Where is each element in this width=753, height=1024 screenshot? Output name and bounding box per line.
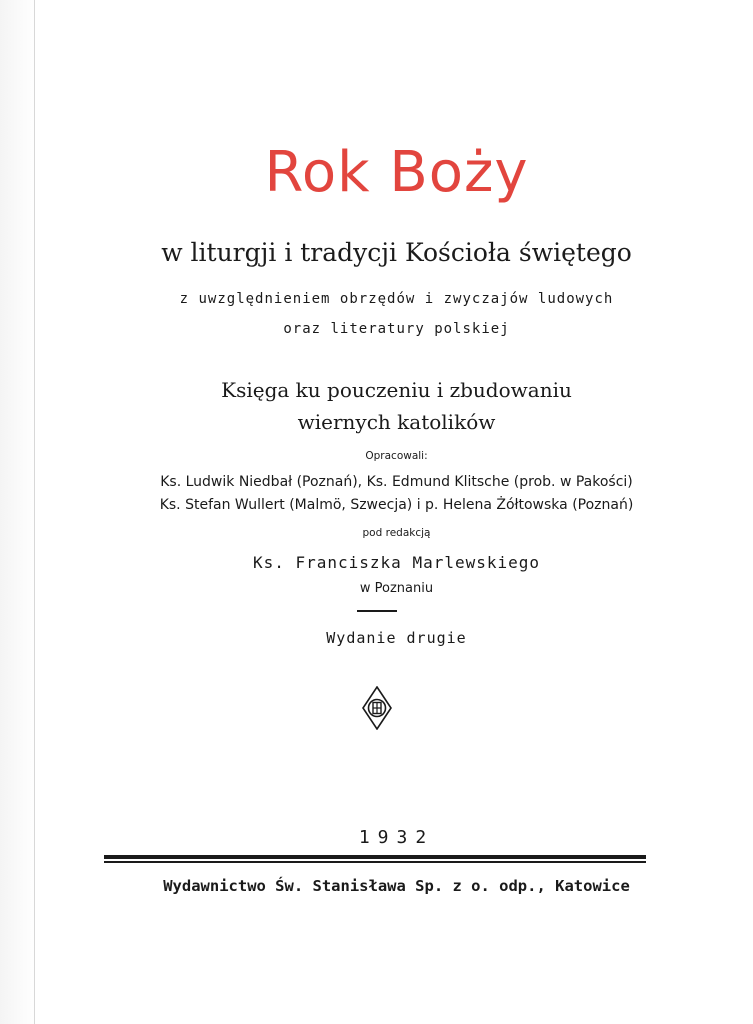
publication-year: 1932 <box>358 827 435 848</box>
edited-by-label: pod redakcją <box>362 527 431 539</box>
page-edge-line <box>34 0 35 1024</box>
publisher-rule <box>104 855 646 865</box>
edition-label: Wydanie drugie <box>326 629 467 647</box>
authors-line-2: Ks. Stefan Wullert (Malmö, Szwecja) i p. Helena Żółtowska (Poznań) <box>159 497 634 513</box>
divider-rule <box>357 610 397 612</box>
subtitle-line-3: oraz literatury polskiej <box>283 321 510 337</box>
book-title: Rok Boży <box>264 140 529 205</box>
book-description-line-1: Księga ku pouczeniu i zbudowaniu <box>221 378 572 402</box>
authors-line-1: Ks. Ludwik Niedbał (Poznań), Ks. Edmund Klitsche (prob. w Pakości) <box>160 474 633 490</box>
page-edge <box>0 0 36 1024</box>
publisher-imprint: Wydawnictwo Św. Stanisława Sp. z o. odp., Katowice <box>163 877 630 895</box>
book-description-line-2: wiernych katolików <box>297 410 496 434</box>
subtitle-line-2: z uwzględnieniem obrzędów i zwyczajów ludowych <box>179 291 614 307</box>
book-subtitle: w liturgji i tradycji Kościoła świętego <box>161 238 632 267</box>
compiled-by-label: Opracowali: <box>365 450 428 462</box>
editor-name: Ks. Franciszka Marlewskiego <box>252 553 541 572</box>
editor-city: w Poznaniu <box>359 581 434 596</box>
publisher-emblem-icon <box>362 686 392 730</box>
